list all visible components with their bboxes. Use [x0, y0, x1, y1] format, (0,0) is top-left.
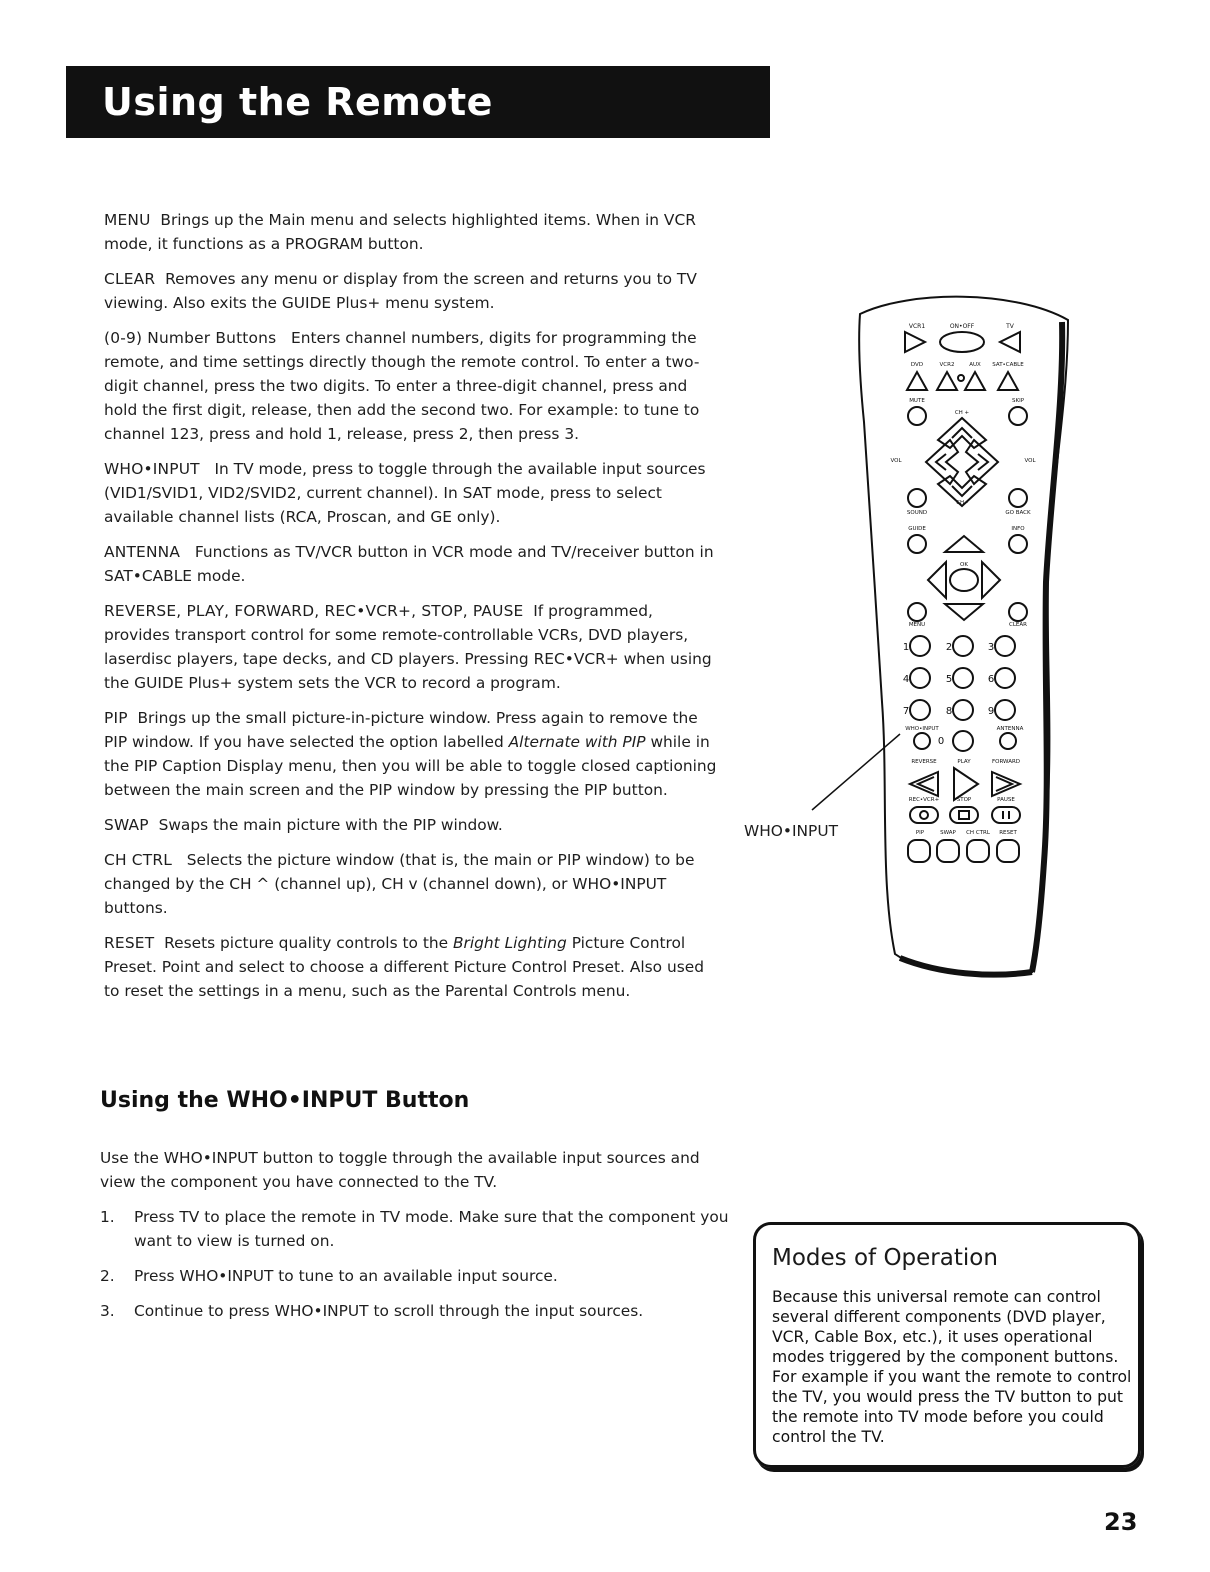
digit-1-label: 1 [902, 642, 910, 653]
digit-6-label: 6 [987, 674, 995, 685]
digit-9-label: 9 [987, 706, 995, 717]
remote-body-shading [1032, 322, 1062, 972]
guide-button [908, 535, 926, 553]
swap-label: SWAP [940, 830, 956, 836]
aux-label: AUX [969, 362, 981, 368]
term: WHO•INPUT [104, 460, 200, 478]
digit-3-button [995, 636, 1015, 656]
button-descriptions [104, 208, 720, 1014]
term: ANTENNA [104, 543, 181, 561]
term: MENU [104, 211, 151, 229]
who-input-label: WHO•INPUT [905, 726, 939, 732]
desc-transport [104, 599, 720, 695]
modes-of-operation-box [753, 1222, 1141, 1468]
digit-8-button [953, 700, 973, 720]
reverse-label: REVERSE [911, 759, 937, 765]
step-text: Press TV to place the remote in TV mode. Make sure that the component you want to view is turned on. [134, 1208, 729, 1250]
desc-text: while in the PIP Caption Display menu, then you will be able to toggle closed captioning between the main screen and the PIP window by pressing the PIP button. [104, 733, 717, 799]
tv-label: TV [1006, 323, 1014, 330]
steps-list [100, 1205, 730, 1323]
modes-title: Modes of Operation [772, 1245, 998, 1271]
section-intro: Use the WHO•INPUT button to toggle through the available input sources and view the component you have connected to the TV. [100, 1149, 700, 1191]
antenna-label: ANTENNA [996, 726, 1024, 732]
term: REVERSE, PLAY, FORWARD, REC•VCR+, STOP, PAUSE [104, 602, 524, 620]
skip-label: SKIP [1011, 398, 1025, 404]
info-label: INFO [1011, 526, 1025, 532]
digit-2-button [953, 636, 973, 656]
digit-1-button [910, 636, 930, 656]
page-number: 23 [1104, 1508, 1138, 1536]
term: RESET [104, 934, 155, 952]
mute-button [908, 407, 926, 425]
clear-button [1009, 603, 1027, 621]
tv-button [1000, 332, 1020, 352]
digit-5-label: 5 [945, 674, 953, 685]
digit-9-button [995, 700, 1015, 720]
vcr2-button [937, 372, 957, 390]
on-off-button [940, 332, 984, 352]
step-item [100, 1264, 730, 1288]
menu-label: MENU [908, 622, 926, 628]
digit-0-button [953, 731, 973, 751]
onoff-label: ON•OFF [949, 323, 975, 330]
rec-vcr-button [910, 807, 938, 823]
emphasis: Alternate with PIP [508, 733, 646, 751]
desc-text: Picture Control Preset. Point and select to choose a different Picture Control Preset. Also used to reset the settings in a menu, such as the Parental Controls menu. [104, 934, 704, 1000]
step-item [100, 1205, 730, 1253]
vcr1-button [905, 332, 925, 352]
digit-4-label: 4 [902, 674, 910, 685]
ch-down-label: CH - [956, 500, 968, 506]
desc-menu [104, 208, 720, 256]
who-input-section [100, 1146, 730, 1334]
who-input-callout-label: WHO•INPUT [744, 822, 838, 840]
dvd-button [907, 372, 927, 390]
term: SWAP [104, 816, 149, 834]
desc-antenna [104, 540, 720, 588]
desc-text: Brings up the Main menu and selects highlighted items. When in VCR mode, it functions as a PROGRAM button. [104, 211, 696, 253]
menu-right-button [982, 562, 1000, 598]
modes-text: Because this universal remote can control several different components (DVD player, VCR, Cable Box, etc.), it uses operational modes triggered by the component buttons. For example if you want the remote to control the TV, you would press the TV button to put the remote into TV mode before you could control the TV. [772, 1288, 1132, 1446]
sat-cable-label: SAT•CABLE [992, 362, 1024, 368]
vol-up-button [966, 440, 998, 484]
sound-label: SOUND [906, 510, 928, 516]
pip-label: PIP [915, 830, 925, 836]
digit-7-label: 7 [902, 706, 910, 717]
menu-left-button [928, 562, 946, 598]
info-button [1009, 535, 1027, 553]
desc-pip [104, 706, 720, 802]
step-text: Press WHO•INPUT to tune to an available input source. [134, 1267, 558, 1285]
desc-number-buttons [104, 326, 720, 446]
vol-left-label: VOL [890, 458, 902, 464]
play-button [954, 768, 978, 800]
callout-leader-line [812, 734, 900, 810]
sat-cable-button [998, 372, 1018, 390]
desc-who-input [104, 457, 720, 529]
ok-button [950, 569, 978, 591]
section-heading: Using the WHO•INPUT Button [100, 1088, 470, 1113]
pause-button [992, 807, 1020, 823]
ch-ctrl-label: CH CTRL [966, 830, 990, 836]
step-item [100, 1299, 730, 1323]
sound-button [908, 489, 926, 507]
step-number: 3. [100, 1302, 115, 1320]
desc-text: Functions as TV/VCR button in VCR mode and TV/receiver button in SAT•CABLE mode. [104, 543, 714, 585]
term: (0-9) Number Buttons [104, 329, 277, 347]
go-back-label: GO BACK [1005, 510, 1031, 516]
step-number: 1. [100, 1208, 115, 1226]
pause-label: PAUSE [997, 797, 1015, 803]
desc-text: Brings up the small picture-in-picture window. Press again to remove the PIP window. If you have selected the option labelled [104, 709, 698, 751]
forward-button [992, 772, 1020, 796]
desc-ch-ctrl [104, 848, 720, 920]
who-input-button [914, 733, 930, 749]
skip-button [1009, 407, 1027, 425]
emphasis: Bright Lighting [452, 934, 567, 952]
digit-2-label: 2 [945, 642, 953, 653]
desc-clear [104, 267, 720, 315]
rec-vcr-label: REC•VCR+ [908, 797, 940, 803]
play-label: PLAY [957, 759, 971, 765]
pip-button [908, 840, 930, 862]
menu-button [908, 603, 926, 621]
digit-3-label: 3 [987, 642, 995, 653]
desc-text: Enters channel numbers, digits for programming the remote, and time settings directly though the remote control. To enter a two-digit channel, press the two digits. To enter a three-digit channel, press and hold the first digit, release, then add the second two. For example: to tune to channel 123, press and hold 1, release, press 2, then press 3. [104, 329, 700, 443]
mute-label: MUTE [909, 398, 925, 404]
guide-label: GUIDE [908, 526, 926, 532]
desc-text: Removes any menu or display from the screen and returns you to TV viewing. Also exits the GUIDE Plus+ menu system. [104, 270, 697, 312]
desc-swap [104, 813, 720, 837]
ch-ctrl-button [967, 840, 989, 862]
digit-5-button [953, 668, 973, 688]
digit-6-button [995, 668, 1015, 688]
stop-button [950, 807, 978, 823]
desc-reset [104, 931, 720, 1003]
menu-down-button [945, 604, 983, 620]
page-title: Using the Remote [102, 80, 493, 124]
vol-down-button [926, 440, 958, 484]
vcr1-label: VCR1 [908, 323, 926, 330]
term: CLEAR [104, 270, 156, 288]
reverse-button [910, 772, 938, 796]
remote-bottom-shading [900, 958, 1032, 975]
header-bar [66, 66, 770, 138]
digit-4-button [910, 668, 930, 688]
dvd-label: DVD [910, 362, 924, 368]
antenna-button [1000, 733, 1016, 749]
desc-text: In TV mode, press to toggle through the available input sources (VID1/SVID1, VID2/SVID2, current channel). In SAT mode, press to select available channel lists (RCA, Proscan, and GE only). [104, 460, 706, 526]
aux-button [965, 372, 985, 390]
go-back-button [1009, 489, 1027, 507]
swap-button [937, 840, 959, 862]
reset-button [997, 840, 1019, 862]
forward-label: FORWARD [991, 759, 1021, 765]
reset-label: RESET [999, 830, 1017, 836]
clear-label: CLEAR [1009, 622, 1027, 628]
desc-text: Selects the picture window (that is, the main or PIP window) to be changed by the CH ^ (channel up), CH v (channel down), or WHO•INPUT buttons. [104, 851, 695, 917]
remote-control-illustration [800, 282, 1080, 982]
vcr2-label: VCR2 [939, 362, 955, 368]
ok-label: OK [960, 562, 968, 568]
vol-right-label: VOL [1024, 458, 1036, 464]
desc-text: If programmed, provides transport control for some remote-controllable VCRs, DVD players, laserdisc players, tape decks, and CD players. Pressing REC•VCR+ when using the GUIDE Plus+ system sets the VCR to record a program. [104, 602, 712, 692]
digit-0-label: 0 [937, 736, 945, 747]
step-text: Continue to press WHO•INPUT to scroll through the input sources. [134, 1302, 644, 1320]
menu-up-button [945, 536, 983, 552]
digit-7-button [910, 700, 930, 720]
desc-text: Resets picture quality controls to the [164, 934, 449, 952]
term: CH CTRL [104, 851, 173, 869]
ch-up-label: CH + [954, 410, 970, 416]
digit-8-label: 8 [945, 706, 953, 717]
stop-label: STOP [956, 797, 972, 803]
step-number: 2. [100, 1267, 115, 1285]
desc-text: Swaps the main picture with the PIP window. [158, 816, 503, 834]
term: PIP [104, 709, 128, 727]
